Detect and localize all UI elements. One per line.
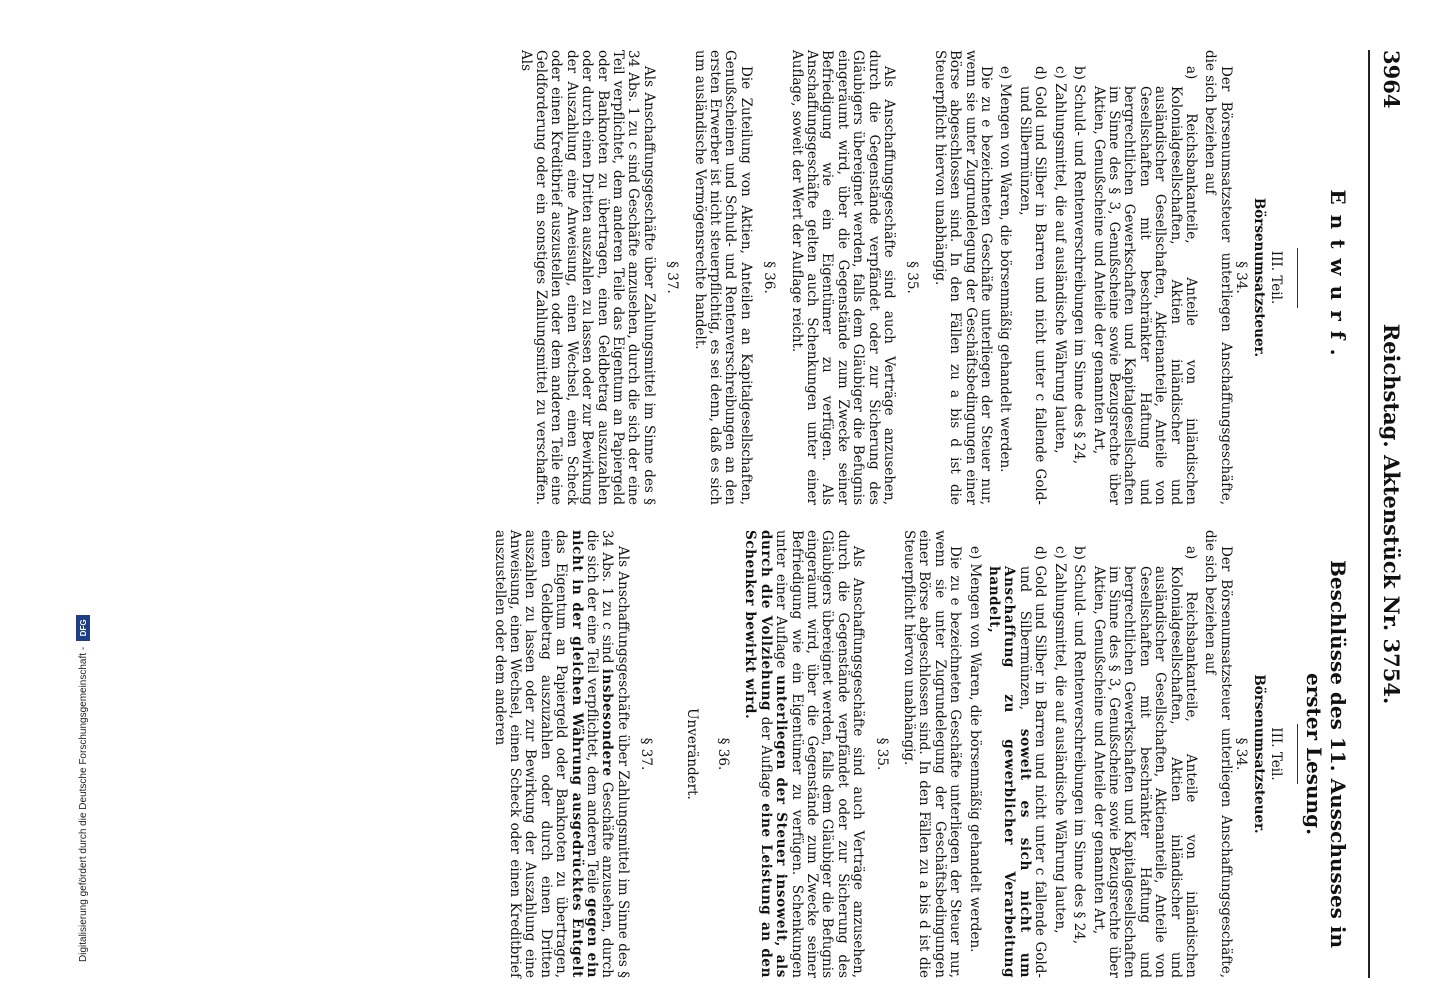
section-36-text: Die Zuteilung von Aktien, Anteilen an Kapitalgesellschaften, Genußscheinen und Schuld- und Rentenverschreibungen an den ersten Erwerber ist nicht steuerpflichtig, es sei denn, daß es sich um ausländische Vermögensrechte handelt. [691, 50, 754, 505]
section-36: § 36. [761, 261, 778, 294]
section-34: § 34. [1233, 737, 1250, 771]
item-d-amendment: soweit es sich nicht um Anschaffung zu gewerblicher Verarbeitung handelt, [986, 566, 1033, 979]
right-column-heading: Beschlüsse des 11. Ausschusses in erster Lesung. [1302, 559, 1350, 949]
section-35: § 35. [873, 737, 890, 771]
section-34-intro: Der Börsenumsatzsteuer unterliegen Anschaffungsgeschäfte, die sich beziehen auf [1202, 530, 1234, 978]
section-34-item-d [986, 530, 1048, 978]
part-number: III. Teil. [1268, 727, 1284, 781]
part-number: III. Teil. [1268, 250, 1284, 305]
part-title: Börsenumsatzsteuer. [1250, 674, 1267, 834]
section-34-closing: Die zu e bezeichneten Geschäfte unterliegen der Steuer nur, wenn sie unter Zugrundelegung der Geschäftsbedingungen einer Börse abgeschlossen sind. In den Fällen zu a bis d ist die Steuerpflicht hiervon unabhängig. [931, 50, 995, 505]
section-34-item-e: e) Mengen von Waren, die börsenmäßig gehandelt werden. [997, 66, 1014, 473]
part-title: Börsenumsatzsteuer. [1250, 197, 1267, 358]
section-34-item-b: b) Schuld- und Rentenverschreibungen im Sinne des § 24, [1071, 66, 1088, 465]
dfg-logo-icon: DFG [76, 615, 90, 641]
section-37-amendment-1: insbesondere [599, 668, 616, 777]
section-37-text-c: das Eigentum an Papiergeld oder Banknoten zu übertragen, einen Geldbetrag auszuzahlen oder durch einen Dritten auszahlen zu lassen oder zur Bewirkung der Auszahlung eine Anweisung, einen Wechsel, einen Scheck oder einen Kreditbrief auszustellen oder dem anderen [491, 530, 570, 978]
section-34-item-a: a) Reichsbankanteile, Anteile von inländischen Kolonialgesellschaften, Aktien inländischer und ausländischer Gesellschaften, Aktienanteile, Anteile von Gesellschaften mit beschränkter Haftung und bergrechtlichen Gewerkschaften und Kapitalgesellschaften im Sinne des § 3, Genußscheine sowie Bezugsrechte über Aktien, Genußscheine und Anteile der genannten Art, [1090, 546, 1199, 978]
page-number: 3964 [1379, 50, 1404, 109]
section-35-amendment-2: eine Leistung an den Schenker bewirkt wird. [742, 530, 774, 979]
section-34-item-c: c) Zahlungsmittel, die auf ausländische Währung lauten, [1051, 66, 1068, 454]
divider [1297, 248, 1298, 308]
section-34-item-b: b) Schuld- und Rentenverschreibungen im Sinne des § 24, [1071, 546, 1088, 945]
section-35-text: Als Anschaffungsgeschäfte sind auch Verträge anzusehen, durch die Gegenstände verpfändet oder zur Sicherung des Gläubigers übereignet werden, falls dem Gläubiger die Befugnis eingeräumt wird, über die Gegenstände zum Zwecke seiner Befriedigung wie ein Eigentümer zu verfügen. Als Anschaffungsgeschäfte gelten auch Schenkungen unter einer Auflage, soweit der Wert der Auflage reicht. [788, 50, 898, 505]
item-d-text: d) Gold und Silber in Barren und nicht unter c fallende Gold- und Silbermünzen, [1016, 546, 1049, 978]
section-34-intro: Der Börsenumsatzsteuer unterliegen Anschaffungsgeschäfte, die sich beziehen auf [1202, 50, 1234, 505]
section-34-item-e: e) Mengen von Waren, die börsenmäßig gehandelt werden. [966, 546, 983, 953]
section-36-text: Unverändert. [683, 708, 700, 800]
section-35-text [742, 530, 865, 978]
section-37: § 37. [664, 261, 681, 294]
section-35: § 35. [904, 261, 921, 294]
section-34: § 34. [1233, 261, 1250, 294]
left-column [80, 50, 1304, 505]
divider [1297, 724, 1298, 784]
section-37-text-b: Geschäfte anzusehen, durch die sich der eine Teil verpflichtet, dem anderen Teile [583, 530, 616, 978]
page-content [77, 50, 1404, 979]
section-36: § 36. [715, 737, 731, 771]
section-37-text-a: Als Anschaffungsgeschäfte über Zahlungsmittel im Sinne des § 34 Abs. 1 zu c sind [599, 530, 631, 978]
section-34-item-c: c) Zahlungsmittel, die auf ausländische Währung lauten, [1051, 546, 1068, 934]
running-title: Reichstag. Aktenstück Nr. 3754. [1379, 323, 1404, 705]
section-37-text [491, 530, 630, 978]
funding-text: Digitalisierung gefördert durch die Deutsche Forschungsgemeinschaft - [77, 646, 89, 962]
funding-note [70, 615, 96, 962]
section-34-closing: Die zu e bezeichneten Geschäfte unterliegen der Steuer nur, wenn sie unter Zugrundelegung der Geschäftsbedingungen einer Börse abgeschlossen sind. In den Fällen zu a bis d ist die Steuerpflicht hiervon unabhängig. [901, 530, 964, 978]
section-37-text: Als Anschaffungsgeschäfte über Zahlungsmittel im Sinne des § 34 Abs. 1 zu c sind Geschäfte anzusehen, durch die sich der eine Teil verpflichtet, dem anderen Teile das Eigentum an Papiergeld oder Banknoten zu übertragen, einen Geldbetrag auszuzahlen oder durch einen Dritten auszahlen zu lassen oder zur Bewirkung der Auszahlung eine Anweisung, einen Wechsel, einen Scheck oder einen Kreditbrief auszustellen oder dem anderen Teile eine Geldforderung oder ein sonstiges Zahlungsmittel zu verschaffen. Als [517, 50, 657, 505]
section-35-text-b: der Auflage [757, 716, 774, 798]
section-34-item-d: d) Gold und Silber in Barren und nicht unter c fallende Gold- und Silbermünzen, [1016, 66, 1049, 505]
page-header [1368, 50, 1404, 978]
section-34-item-a: a) Reichsbankanteile, Anteile von inländischen Kolonialgesellschaften, Aktien inländischer und ausländischer Gesellschaften, Aktienanteile, Anteile von Gesellschaften mit beschränkter Haftung und bergrechtlichen Gewerkschaften und Kapitalgesellschaften im Sinne des § 3, Genußscheine sowie Bezugsrechte über Aktien, Genußscheine und Anteile der genannten Art, [1090, 66, 1199, 505]
section-35-amendment-1: unterliegen der Steuer insoweit, als durch die Vollziehung [757, 530, 790, 978]
section-35-text-a: Als Anschaffungsgeschäfte sind auch Verträge anzusehen, durch die Gegenstände verpfändet oder zur Sicherung des Gläubigers übereignet werden, falls dem Gläubiger die Befugnis eingeräumt wird, über die Gegenstände zum Zwecke seiner Befriedigung wie ein Eigentümer zu verfügen. Schenkungen unter einer Auflage [773, 530, 867, 978]
section-37: § 37. [638, 737, 655, 771]
section-37-amendment-2: gegen ein nicht in der gleichen Währung ausgedrücktes Entgelt [568, 530, 600, 978]
right-column [77, 530, 1304, 979]
left-column-heading: Entwurf. [1326, 189, 1350, 366]
